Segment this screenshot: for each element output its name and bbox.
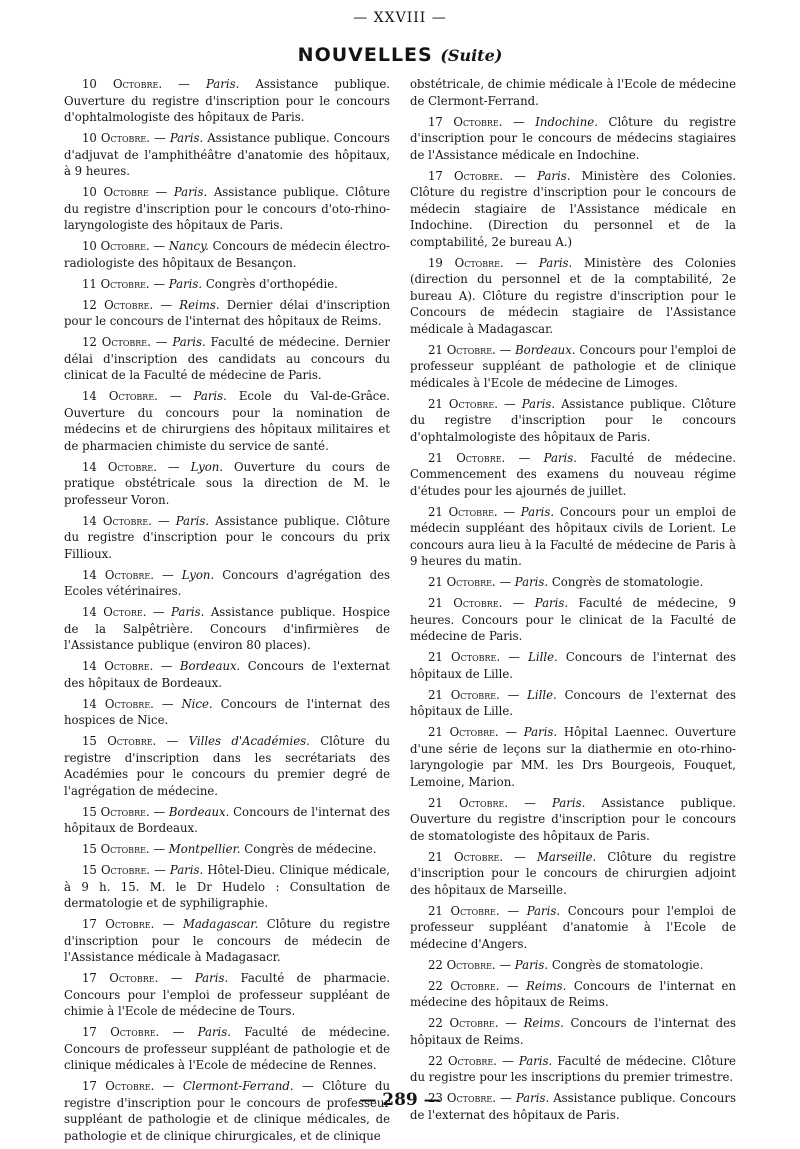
news-entry: 21 Octobre. — Paris. Concours pour l'emploi de professeur suppléant d'anatomie à l'Ecole de médecine d'Angers. bbox=[410, 903, 737, 951]
entry-date: 17 Octobre. bbox=[82, 1025, 160, 1039]
news-entry: 17 Octobre. — Paris. Ministère des Colonies. Clôture du registre d'inscription pour le concours de médecin stagiaire de l'Assistance médicale en Indochine. (Direction du personnel et de la comptabilité, 2e bureau A.) bbox=[410, 168, 736, 249]
news-entry: 22 Octobre. — Reims. Concours de l'internat en médecine des hôpitaux de Reims. bbox=[410, 978, 736, 1009]
entry-text: Concours pour l'emploi de professeur suppléant de pathologie et de clinique médicales à l'Ecole de médecine de Limoges. bbox=[410, 342, 736, 390]
news-entry: 19 Octobre. — Paris. Ministère des Colonies (direction du personnel et de la comptabilité, 2e bureau A). Clôture du registre d'inscription pour le Concours de médecin stagiaire de l'Assistance médicale à Madagascar. bbox=[410, 255, 736, 336]
entry-city: Villes d'Académies. bbox=[188, 734, 310, 748]
entry-text: Clôture du registre d'inscription pour le concours de médecins stagiaires de l'Assistance médicale en Indochine. bbox=[410, 114, 736, 162]
news-entry: 15 Octobre. — Villes d'Académies. Clôture du registre d'inscription dans les secrétariats des Académies pour le concours du premier degré de l'agrégation de médecine. bbox=[64, 734, 390, 798]
news-entry: 14 Octobre. — Paris. Ecole du Val-de-Grâce. Ouverture du concours pour la nomination de médecins et de chirurgiens des hôpitaux militaires et de pharmacien chimiste du service de santé. bbox=[64, 389, 390, 453]
news-entry: 21 Octobre. — Paris. Faculté de médecine. Commencement des examens du nouveau régime d'études pour les ajournés de juillet. bbox=[410, 450, 736, 498]
entry-city: Paris. bbox=[169, 863, 204, 877]
entry-text: Ministère des Colonies (direction du personnel et de la comptabilité, 2e bureau A). Clôture du registre d'inscription pour le Concours de médecin stagiaire de l'Assistance médicale à Madagascar. bbox=[410, 255, 736, 336]
entry-city: Paris. bbox=[520, 504, 555, 519]
entry-city: Paris. bbox=[169, 131, 204, 145]
entry-date: 22 Octobre. bbox=[428, 1016, 499, 1030]
entry-text: Ecole du Val-de-Grâce. Ouverture du concours pour la nomination de médecins et de chirurgiens des hôpitaux militaires et de pharmacien chimiste du service de santé. bbox=[64, 389, 390, 453]
entry-city: Indochine. bbox=[535, 114, 598, 129]
entry-city: Reims. bbox=[526, 978, 567, 993]
news-entry: 15 Octobre. — Montpellier. Congrès de médecine. bbox=[82, 842, 377, 856]
entry-text: — Clôture du registre d'inscription pour le concours de professeur suppléant de pathologie et de clinique médicales, de pathologie et de clinique chirurgicales, et de clinique bbox=[64, 1079, 390, 1143]
entry-text: Hôtel-Dieu. Clinique médicale, à 9 h. 15. M. le Dr Hudelo : Consultation de dermatologie et de syphiligraphie. bbox=[64, 863, 390, 910]
news-entry: 14 Octore. — Paris. Assistance publique. Hospice de la Salpêtrière. Concours d'infirmières de l'Assistance publique (environ 80 places). bbox=[64, 605, 391, 652]
entry-date: 22 Octobre. bbox=[428, 1053, 498, 1068]
section-title bbox=[0, 44, 800, 66]
entry-date: 15 Octobre. bbox=[82, 734, 157, 748]
news-entry: 17 Octobre. — Indochine. Clôture du registre d'inscription pour le concours de médecins stagiaires de l'Assistance médicale en Indochine. bbox=[410, 114, 736, 162]
entry-city: Paris. bbox=[515, 1091, 550, 1105]
entry-city: Paris. bbox=[172, 335, 206, 349]
entry-text: Concours de l'externat des hôpitaux de Bordeaux. bbox=[64, 659, 390, 690]
entry-city: Paris. bbox=[534, 596, 569, 610]
news-entry: 22 Octobre. — Paris. Faculté de médecine. Clôture du registre pour les inscriptions du premier trimestre. bbox=[410, 1053, 736, 1084]
entry-date: 17 Octobre. bbox=[82, 917, 155, 931]
entry-city: Paris. bbox=[173, 185, 208, 199]
entry-text: Assistance publique. Ouverture du registre d'inscription pour le concours d'ophtalmologiste des hôpitaux de Paris. bbox=[64, 77, 390, 124]
title-suffix: (Suite) bbox=[440, 46, 503, 65]
entry-date: 17 Octobre. bbox=[82, 1079, 155, 1093]
entry-text: Assistance publique. Concours d'adjuvat de l'amphithéâtre d'anatomie des hôpitaux, à 9 heures. bbox=[64, 131, 390, 178]
entry-text: Concours de l'internat en médecine des hôpitaux de Reims. bbox=[410, 978, 736, 1009]
entry-text: Faculté de médecine. Concours de professeur suppléant de pathologie et de clinique médicales à l'Ecole de médecine de Rennes. bbox=[64, 1025, 390, 1072]
entry-text: Congrès de stomatologie. bbox=[551, 957, 704, 972]
entry-city: Bordeaux. bbox=[168, 804, 230, 819]
entry-date: 14 Octore. bbox=[82, 605, 147, 619]
news-entry: 21 Octobre. — Lille. Concours de l'internat des hôpitaux de Lille. bbox=[410, 650, 736, 681]
entry-city: Paris. bbox=[168, 276, 203, 291]
entry-text: Faculté de médecine. Commencement des examens du nouveau régime d'études pour les ajournés de juillet. bbox=[410, 450, 736, 498]
entry-date: 14 Octobre. bbox=[82, 567, 154, 582]
continuation-text: obstétricale, de chimie médicale à l'Ecole de médecine de Clermont-Ferrand. bbox=[410, 77, 736, 108]
news-entry: 10 Octobre. — Paris. Assistance publique. Concours d'adjuvat de l'amphithéâtre d'anatomie des hôpitaux, à 9 heures. bbox=[64, 131, 390, 178]
entry-text: Concours de médecin électro-radiologiste des hôpitaux de Besançon. bbox=[64, 239, 390, 270]
entry-city: Reims. bbox=[179, 297, 220, 312]
entry-text: Assistance publique. Concours de l'externat des hôpitaux de Paris. bbox=[410, 1091, 736, 1122]
news-entry: 17 Octobre. — Madagascar. Clôture du registre d'inscription pour le concours de médecin de l'Assistance médicale à Madagasacr. bbox=[64, 917, 390, 964]
entry-city: Bordeaux. bbox=[179, 659, 241, 673]
entry-date: 17 Octobre. bbox=[428, 114, 503, 129]
news-entry: 21 Octobre. — Paris. Concours pour un emploi de médecin suppléant des hôpitaux civils de Lorient. Le concours aura lieu à la Faculté de médecine de Paris à 9 heures du matin. bbox=[410, 504, 736, 568]
news-entry: 14 Octobre. — Bordeaux. Concours de l'externat des hôpitaux de Bordeaux. bbox=[64, 659, 390, 690]
news-entry: 10 Octobre — Paris. Assistance publique. Clôture du registre d'inscription pour le concours d'oto-rhino-laryngologiste des hôpitaux de Paris. bbox=[64, 185, 390, 232]
entry-city: Reims. bbox=[523, 1016, 564, 1030]
entry-text: Clôture du registre d'inscription pour le concours de chirurgien adjoint des hôpitaux de Marseille. bbox=[410, 849, 736, 897]
entry-text: Congrès de médecine. bbox=[244, 842, 377, 856]
entry-date: 21 Octobre. bbox=[428, 596, 503, 610]
entry-city: Bordeaux. bbox=[515, 342, 576, 357]
entry-text: Clôture du registre d'inscription dans les secrétariats des Académies pour le concours du premier degré de l'agrégation de médecine. bbox=[64, 734, 390, 798]
news-entry: 21 Octobre. — Paris. Hôpital Laennec. Ouverture d'une série de leçons sur la diathermie en oto-rhino-laryngologie par MM. les Drs Bourgeois, Fouquet, Lemoine, Marion. bbox=[410, 725, 737, 789]
entry-date: 14 Octobre. bbox=[82, 459, 157, 474]
entry-city: Lyon. bbox=[190, 459, 224, 474]
entry-city: Lyon. bbox=[181, 567, 215, 582]
entry-date: 11 Octobre. bbox=[82, 276, 150, 291]
entry-city: Paris. bbox=[538, 255, 573, 270]
entry-date: 15 Octobre. bbox=[82, 842, 150, 856]
roman-page-number: — XXVIII — bbox=[353, 10, 447, 26]
entry-city: Paris. bbox=[543, 450, 578, 465]
entry-text: Faculté de médecine. Clôture du registre pour les inscriptions du premier trimestre. bbox=[410, 1053, 736, 1084]
news-entry: 21 Octobre. — Paris. Assistance publique. Clôture du registre d'inscription pour le concours d'ophtalmologiste des hôpitaux de Paris. bbox=[410, 396, 736, 444]
entry-city: Paris. bbox=[514, 957, 549, 972]
entry-city: Paris. bbox=[194, 971, 229, 985]
entry-text: Concours pour l'emploi de professeur suppléant d'anatomie à l'Ecole de médecine d'Angers. bbox=[410, 903, 737, 951]
entry-text: Assistance publique. Hospice de la Salpêtrière. Concours d'infirmières de l'Assistance publique (environ 80 places). bbox=[64, 605, 391, 652]
entry-text: Assistance publique. Ouverture du registre d'inscription pour le concours de stomatologiste des hôpitaux de Paris. bbox=[410, 795, 736, 843]
entry-city: Paris. bbox=[175, 513, 210, 528]
entry-city: Paris. bbox=[521, 396, 556, 411]
entry-city: Lille. bbox=[528, 650, 558, 664]
entry-city: Madagascar. bbox=[182, 917, 259, 931]
entry-city: Clermont-Ferrand. bbox=[182, 1079, 294, 1093]
entry-date: 22 Octobre. bbox=[428, 957, 496, 972]
news-entry: 21 Octobre. — Lille. Concours de l'externat des hôpitaux de Lille. bbox=[410, 687, 736, 718]
entry-text: Ouverture du cours de pratique obstétricale sous la direction de M. le professeur Voron. bbox=[64, 459, 390, 507]
entry-city: Marseille. bbox=[536, 849, 597, 864]
news-entry: 21 Octobre. — Paris. Assistance publique. Ouverture du registre d'inscription pour le concours de stomatologiste des hôpitaux de Paris. bbox=[410, 795, 736, 843]
entry-date: 19 Octobre. bbox=[428, 255, 504, 270]
entry-city: Paris. bbox=[197, 1025, 232, 1039]
news-entry: 21 Octobre. — Marseille. Clôture du registre d'inscription pour le concours de chirurgien adjoint des hôpitaux de Marseille. bbox=[410, 849, 736, 897]
entry-city: Paris. bbox=[551, 795, 586, 810]
entry-text: Assistance publique. Clôture du registre d'inscription pour le concours d'oto-rhino-laryngologiste des hôpitaux de Paris. bbox=[64, 185, 390, 232]
news-entry: 22 Octobre. — Paris. Congrès de stomatologie. bbox=[428, 957, 704, 972]
entry-date: 21 Octobre. bbox=[428, 650, 501, 664]
entry-text: Hôpital Laennec. Ouverture d'une série de leçons sur la diathermie en oto-rhino-laryngologie par MM. les Drs Bourgeois, Fouquet, Lemoine, Marion. bbox=[410, 725, 737, 789]
entry-city: Paris. bbox=[205, 77, 240, 91]
news-entry: 17 Octobre. — Clermont-Ferrand. — Clôture du registre d'inscription pour le concours de professeur suppléant de pathologie et de clinique médicales, de pathologie et de clinique chirurgicales, et de clinique bbox=[64, 1079, 390, 1143]
entry-text: Dernier délai d'inscription pour le concours de l'internat des hôpitaux de Reims. bbox=[64, 297, 390, 328]
entry-date: 10 Octobre. bbox=[82, 131, 150, 145]
news-entry: 17 Octobre. — Paris. Faculté de pharmacie. Concours pour l'emploi de professeur suppléant de chimie à l'Ecole de médecine de Tours. bbox=[64, 971, 390, 1018]
entry-date: 14 Octobre. bbox=[82, 659, 154, 673]
entry-city: Nancy. bbox=[168, 239, 209, 253]
news-entry: 21 Octobre. — Paris. Faculté de médecine, 9 heures. Concours pour le clinicat de la Faculté de médecine de Paris. bbox=[410, 596, 736, 643]
entry-text: Concours de l'externat des hôpitaux de Lille. bbox=[410, 687, 736, 718]
entry-date: 10 Octobre bbox=[82, 185, 149, 199]
entry-date: 21 Octobre. bbox=[428, 396, 498, 411]
entry-city: Paris. bbox=[526, 903, 561, 918]
news-entry: 14 Octobre. — Nice. Concours de l'internat des hospices de Nice. bbox=[64, 696, 390, 727]
entry-text: Faculté de médecine, 9 heures. Concours pour le clinicat de la Faculté de médecine de Paris. bbox=[410, 596, 736, 643]
entry-date: 17 Octobre. bbox=[428, 168, 504, 183]
news-entry: 14 Octobre. — Paris. Assistance publique. Clôture du registre d'inscription pour le concours du prix Fillioux. bbox=[64, 513, 390, 561]
entry-city: Paris. bbox=[193, 389, 227, 403]
entry-date: 15 Octobre. bbox=[82, 863, 151, 877]
entry-date: 10 Octobre. bbox=[82, 77, 163, 91]
entry-date: 21 Octobre. bbox=[428, 903, 500, 918]
left-column bbox=[64, 76, 390, 1149]
news-entry: 21 Octobre. — Bordeaux. Concours pour l'emploi de professeur suppléant de pathologie et de clinique médicales à l'Ecole de médecine de Limoges. bbox=[410, 342, 736, 390]
entry-text: Congrès d'orthopédie. bbox=[205, 276, 338, 291]
entry-date: 14 Octobre. bbox=[82, 696, 154, 711]
entry-date: 15 Octobre. bbox=[82, 804, 150, 819]
entry-text: Concours de l'internat des hôpitaux de Bordeaux. bbox=[64, 804, 390, 835]
news-entry: 11 Octobre. — Paris. Congrès d'orthopédie. bbox=[82, 276, 338, 291]
entry-date: 14 Octobre. bbox=[82, 389, 158, 403]
entry-date: 17 Octobre. bbox=[82, 971, 159, 985]
news-entry: 12 Octobre. — Paris. Faculté de médecine. Dernier délai d'inscription des candidats au concours du clinicat de la Faculté de médecine de Paris. bbox=[64, 335, 390, 382]
entry-city: Paris. bbox=[537, 168, 571, 183]
entry-text: Faculté de médecine. Dernier délai d'inscription des candidats au concours du clinicat de la Faculté de médecine de Paris. bbox=[64, 335, 390, 382]
entry-date: 21 Octobre. bbox=[428, 849, 504, 864]
news-entry: 22 Octobre. — Reims. Concours de l'internat des hôpitaux de Reims. bbox=[410, 1016, 737, 1047]
entry-date: 14 Octobre. bbox=[82, 513, 152, 528]
entry-city: Montpellier. bbox=[168, 842, 241, 856]
news-entry: 23 Octobre. — Paris. Assistance publique. Concours de l'externat des hôpitaux de Paris. bbox=[410, 1091, 736, 1122]
entry-date: 10 Octobre. bbox=[82, 239, 150, 253]
entry-city: Paris. bbox=[523, 725, 558, 739]
entry-text: Faculté de pharmacie. Concours pour l'emploi de professeur suppléant de chimie à l'Ecole de médecine de Tours. bbox=[64, 971, 390, 1018]
entry-city: Paris. bbox=[171, 605, 205, 619]
entry-date: 21 Octobre. bbox=[428, 504, 498, 519]
news-entry: 15 Octobre. — Bordeaux. Concours de l'internat des hôpitaux de Bordeaux. bbox=[64, 804, 390, 835]
news-entry: 14 Octobre. — Lyon. Concours d'agrégation des Ecoles vétérinaires. bbox=[64, 567, 390, 598]
news-entry: 12 Octobre. — Reims. Dernier délai d'inscription pour le concours de l'internat des hôpitaux de Reims. bbox=[64, 297, 390, 328]
entry-date: 21 Octobre. bbox=[428, 450, 506, 465]
entry-text: Concours de l'internat des hôpitaux de Reims. bbox=[410, 1016, 737, 1047]
entry-text: Clôture du registre d'inscription pour le concours de médecin de l'Assistance médicale à Madagasacr. bbox=[64, 917, 390, 964]
entry-date: 23 Octobre. bbox=[428, 1091, 496, 1105]
entry-date: 12 Octobre. bbox=[82, 335, 151, 349]
entry-text: Concours de l'internat des hôpitaux de Lille. bbox=[410, 650, 736, 681]
entry-date: 12 Octobre. bbox=[82, 297, 154, 312]
news-entry: 10 Octobre. — Paris. Assistance publique. Ouverture du registre d'inscription pour le concours d'ophtalmologiste des hôpitaux de Paris. bbox=[64, 77, 390, 124]
entry-text: Congrès de stomatologie. bbox=[551, 575, 704, 589]
entry-text: Concours d'agrégation des Ecoles vétérinaires. bbox=[64, 567, 390, 598]
entry-text: Ministère des Colonies. Clôture du registre d'inscription pour le concours de médecin stagiaire de l'Assistance médicale en Indochine. (Direction du personnel et de la comptabilité, 2e bureau A.) bbox=[410, 168, 736, 249]
entry-city: Nice. bbox=[181, 696, 213, 711]
entry-date: 21 Octobre. bbox=[428, 725, 499, 739]
entry-text: Concours de l'internat des hospices de Nice. bbox=[64, 696, 390, 727]
news-entry: 15 Octobre. — Paris. Hôtel-Dieu. Clinique médicale, à 9 h. 15. M. le Dr Hudelo : Consultation de dermatologie et de syphiligraphie. bbox=[64, 863, 390, 910]
news-entry: 17 Octobre. — Paris. Faculté de médecine. Concours de professeur suppléant de pathologie et de clinique médicales à l'Ecole de médecine de Rennes. bbox=[64, 1025, 390, 1072]
news-entry: 10 Octobre. — Nancy. Concours de médecin électro-radiologiste des hôpitaux de Besançon. bbox=[64, 239, 390, 270]
entry-date: 21 Octobre. bbox=[428, 575, 496, 589]
news-entry: 21 Octobre. — Paris. Congrès de stomatologie. bbox=[428, 575, 704, 589]
news-entry: 14 Octobre. — Lyon. Ouverture du cours de pratique obstétricale sous la direction de M. le professeur Voron. bbox=[64, 459, 390, 507]
entry-text: Concours pour un emploi de médecin suppléant des hôpitaux civils de Lorient. Le concours aura lieu à la Faculté de médecine de Paris à 9 heures du matin. bbox=[410, 504, 736, 568]
entry-date: 22 Octobre. bbox=[428, 978, 500, 993]
entry-city: Lille. bbox=[527, 687, 557, 702]
entry-text: Assistance publique. Clôture du registre d'inscription pour le concours d'ophtalmologiste des hôpitaux de Paris. bbox=[410, 396, 736, 444]
entry-city: Paris. bbox=[514, 575, 549, 589]
entry-date: 21 Octobre. bbox=[428, 342, 496, 357]
page-number: — 289 — bbox=[359, 1090, 441, 1110]
title-text: NOUVELLES bbox=[297, 44, 433, 66]
right-column bbox=[410, 76, 736, 1128]
entry-city: Paris. bbox=[518, 1053, 553, 1068]
entry-date: 21 Octobre. bbox=[428, 687, 500, 702]
entry-text: Assistance publique. Clôture du registre d'inscription pour le concours du prix Fillioux. bbox=[64, 513, 390, 561]
entry-date: 21 Octobre. bbox=[428, 795, 509, 810]
